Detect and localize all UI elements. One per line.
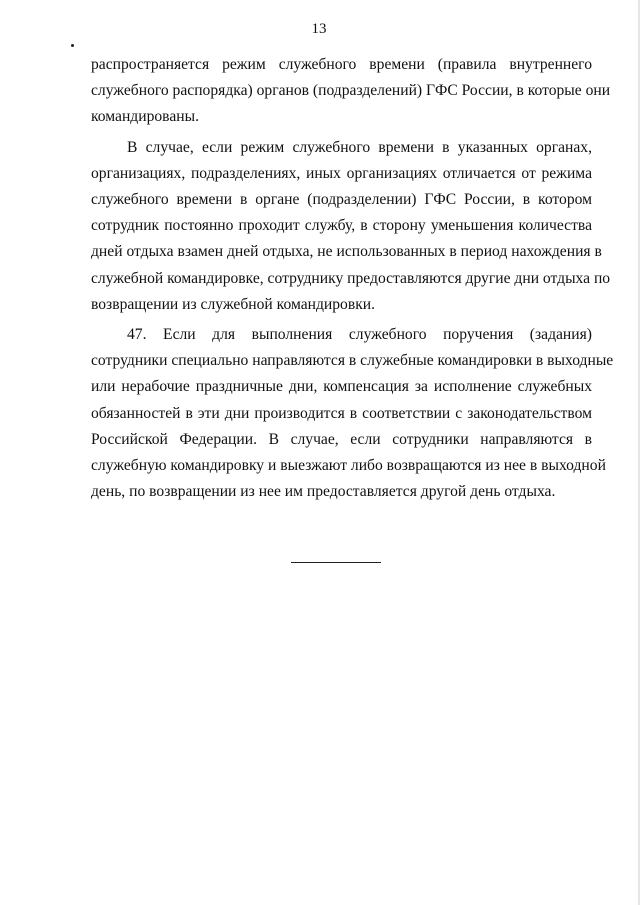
text-line: служебную командировку и выезжают либо возвращаются из нее в выходной bbox=[91, 457, 606, 475]
paragraph-item-47 bbox=[91, 322, 614, 505]
text-line: возвращении из служебной командировки. bbox=[91, 295, 376, 313]
text-line: служебного времени в органе (подразделении) ГФС России, в котором bbox=[91, 191, 592, 209]
document-body bbox=[91, 52, 614, 505]
text-line: сотрудник постоянно проходит службу, в сторону уменьшения количества bbox=[91, 217, 592, 235]
text-line: служебной командировке, сотруднику предоставляются другие дни отдыха по bbox=[91, 269, 611, 287]
scan-speck bbox=[71, 44, 74, 47]
text-line: командированы. bbox=[91, 108, 199, 126]
text-line: сотрудники специально направляются в служебные командировки в выходные bbox=[91, 352, 614, 370]
page-number: 13 bbox=[311, 21, 327, 37]
text-line: организациях, подразделениях, иных организациях отличается от режима bbox=[91, 164, 592, 182]
text-line: служебного распорядка) органов (подразделений) ГФС России, в которые они bbox=[91, 82, 611, 100]
text-line: день, по возвращении из нее им предоставляется другой день отдыха. bbox=[91, 483, 556, 501]
end-separator-line bbox=[291, 562, 381, 563]
text-line: Российской Федерации. В случае, если сотрудники направляются в bbox=[91, 430, 592, 448]
text-line: дней отдыха взамен дней отдыха, не использованных в период нахождения в bbox=[91, 243, 602, 261]
text-line: обязанностей в эти дни производится в соответствии с законодательством bbox=[91, 404, 592, 422]
paragraph-continuation bbox=[91, 52, 611, 131]
text-line: 47. Если для выполнения служебного поручения (задания) bbox=[127, 326, 592, 344]
text-line: распространяется режим служебного времени (правила внутреннего bbox=[91, 56, 592, 73]
text-line: или нерабочие праздничные дни, компенсация за исполнение служебных bbox=[91, 378, 592, 396]
text-line: В случае, если режим служебного времени в указанных органах, bbox=[127, 138, 592, 156]
paragraph-rest-days bbox=[91, 135, 611, 318]
